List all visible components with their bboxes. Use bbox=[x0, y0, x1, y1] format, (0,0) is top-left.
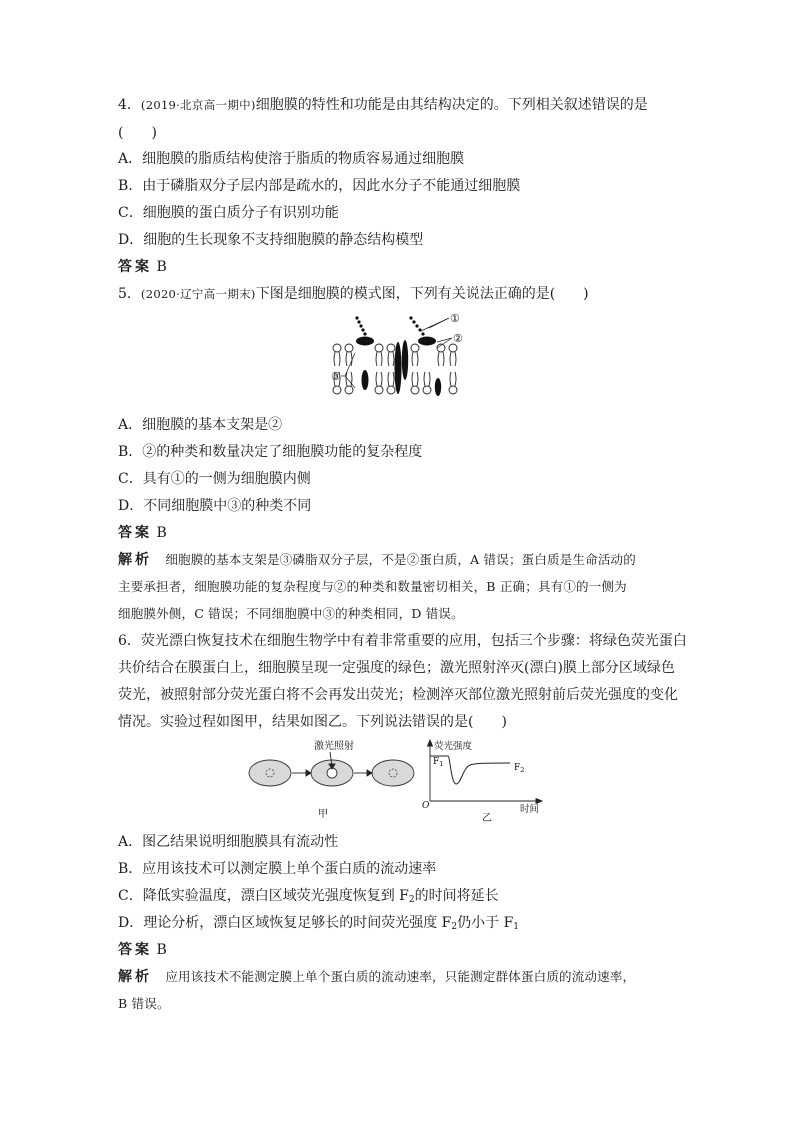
figure-yi-caption: 乙 bbox=[482, 813, 492, 824]
q5-answer bbox=[118, 524, 167, 542]
label-2: ② bbox=[453, 332, 463, 345]
f2-label: $F_2$ bbox=[514, 763, 525, 774]
q4-option-a: A．细胞膜的脂质结构使溶于脂质的物质容易通过细胞膜 bbox=[118, 151, 465, 167]
q5-stem bbox=[118, 285, 589, 303]
cell-membrane-diagram bbox=[325, 308, 475, 408]
q6-stem-line-3: 荧光，被照射部分荧光蛋白将不会再发出荧光；检测淬灭部位激光照射前后荧光强度的变化 bbox=[118, 687, 678, 703]
figure-jia-caption: 甲 bbox=[318, 809, 328, 820]
q6-option-a: A．图乙结果说明细胞膜具有流动性 bbox=[118, 834, 339, 850]
q6-answer-label: 答案 bbox=[118, 942, 152, 958]
q4-source: (2019·北京高一期中) bbox=[140, 98, 256, 112]
q6-option-c: C．降低实验温度，漂白区域荧光强度恢复到 $F_2$的时间将延长 bbox=[118, 888, 499, 905]
label-1: ① bbox=[450, 312, 460, 325]
q5-option-a: A．细胞膜的基本支架是② bbox=[118, 417, 283, 433]
q5-number: 5． bbox=[118, 286, 141, 302]
q6-explanation bbox=[118, 968, 635, 986]
q5-explanation-line-1: 细胞膜的基本支架是③磷脂双分子层，不是②蛋白质，A 错误；蛋白质是生命活动的 bbox=[165, 552, 636, 567]
q6-answer-value: B bbox=[156, 942, 167, 958]
q6-option-d: D．理论分析，漂白区域恢复足够长的时间荧光强度 $F_2$仍小于 $F_1$ bbox=[118, 915, 520, 932]
q5-answer-value: B bbox=[156, 525, 167, 541]
q4-answer bbox=[118, 258, 167, 276]
q5-explanation bbox=[118, 551, 636, 569]
q6-explanation-line-1: 应用该技术不能测定膜上单个蛋白质的流动速率，只能测定群体蛋白质的流动速率， bbox=[165, 969, 636, 984]
q5-option-c: C．具有①的一侧为细胞膜内侧 bbox=[118, 471, 311, 487]
q4-answer-label: 答案 bbox=[118, 259, 152, 275]
q5-option-b: B．②的种类和数量决定了细胞膜功能的复杂程度 bbox=[118, 444, 423, 460]
q5-answer-label: 答案 bbox=[118, 525, 152, 541]
q5-option-d: D．不同细胞膜中③的种类不同 bbox=[118, 498, 312, 514]
q4-stem-text: 细胞膜的特性和功能是由其结构决定的。下列相关叙述错误的是 bbox=[255, 97, 648, 113]
q6-stem-line-4: 情况。实验过程如图甲，结果如图乙。下列说法错误的是( ) bbox=[118, 714, 507, 730]
origin-label: O bbox=[422, 801, 430, 811]
q6-explanation-label: 解析 bbox=[118, 969, 152, 985]
laser-label: 激光照射 bbox=[314, 741, 354, 752]
q6-number: 6． bbox=[118, 633, 141, 649]
q4-option-b: B．由于磷脂双分子层内部是疏水的，因此水分子不能通过细胞膜 bbox=[118, 178, 521, 194]
q4-answer-value: B bbox=[156, 259, 167, 275]
q4-option-d: D．细胞的生长现象不支持细胞膜的静态结构模型 bbox=[118, 232, 424, 248]
q4-answer-paren: ( ) bbox=[118, 125, 157, 141]
q6-stem-line-2: 共价结合在膜蛋白上，细胞膜呈现一定强度的绿色；激光照射淬灭(漂白)膜上部分区域绿色 bbox=[118, 660, 675, 676]
q6-answer bbox=[118, 941, 167, 959]
q6-stem-line-1: 6．荧光漂白恢复技术在细胞生物学中有着非常重要的应用，包括三个步骤：将绿色荧光蛋白 bbox=[118, 633, 687, 649]
q4-stem bbox=[118, 96, 648, 114]
sugar-chains bbox=[355, 316, 424, 335]
label-3: ③ bbox=[331, 370, 341, 383]
cell-recovered bbox=[372, 760, 414, 786]
y-axis-label: 荧光强度 bbox=[434, 741, 473, 752]
q4-number: 4． bbox=[118, 97, 141, 113]
q5-explanation-line-2: 主要承担者，细胞膜功能的复杂程度与②的种类和数量密切相关，B 正确；具有①的一侧为 bbox=[118, 579, 627, 594]
q4-option-c: C．细胞膜的蛋白质分子有识别功能 bbox=[118, 205, 339, 221]
figure-yi-fluorescence-chart bbox=[418, 738, 548, 828]
x-axis-label: 时间 bbox=[520, 804, 540, 815]
q5-explanation-label: 解析 bbox=[118, 552, 152, 568]
q6-option-b: B．应用该技术可以测定膜上单个蛋白质的流动速率 bbox=[118, 861, 437, 877]
cell-before bbox=[249, 760, 291, 786]
figure-jia-photobleaching bbox=[248, 738, 418, 828]
q5-explanation-line-3: 细胞膜外侧，C 错误；不同细胞膜中③的种类相同，D 错误。 bbox=[118, 606, 464, 621]
q5-source: (2020·辽宁高一期末) bbox=[140, 287, 256, 301]
q5-stem-text: 下图是细胞膜的模式图，下列有关说法正确的是( ) bbox=[255, 286, 589, 302]
membrane-proteins bbox=[356, 337, 441, 397]
q6-explanation-line-2: B 错误。 bbox=[118, 996, 170, 1011]
f1-label: $F_1$ bbox=[433, 757, 444, 768]
